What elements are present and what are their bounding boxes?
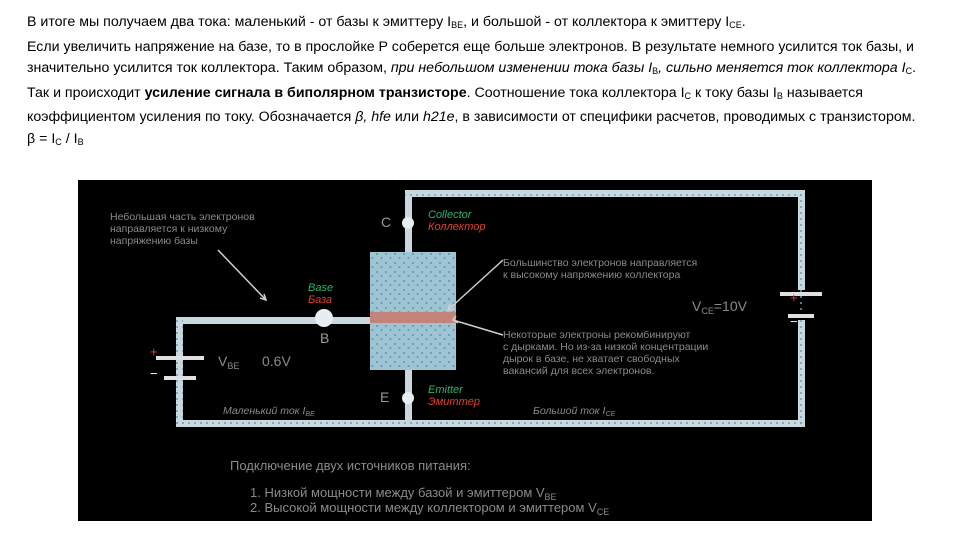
paragraph-1: [27, 12, 937, 37]
p2-sub-c2: C: [684, 90, 692, 101]
note-left-line-1: Небольшая часть электронов: [110, 211, 255, 223]
p1-part-a: В итоге мы получаем два тока: маленький - от базы к эмиттеру I: [27, 14, 452, 30]
caption-line-1: 1. Низкой мощности между базой и эмиттером $V_{BE}$: [250, 485, 557, 502]
vbe-value: 0.6V: [262, 353, 291, 369]
note-right-mid-line-2: с дырками. Но из-за низкой концентрации: [503, 341, 709, 353]
base-letter: B: [320, 330, 330, 346]
note-right-top-line-2: к высокому напряжению коллектора: [503, 269, 681, 281]
article-text: [27, 12, 937, 153]
note-right-top-line-1: Большинство электронов направляется: [503, 257, 698, 269]
p2-sub-c: C: [905, 66, 913, 76]
collector-label-ru: Коллектор: [428, 221, 486, 233]
base-terminal: [315, 309, 333, 327]
p2-italic-4: h21e: [422, 109, 455, 125]
emitter-label-en: Emitter: [428, 384, 463, 396]
formula-part-a: β = I: [27, 130, 56, 147]
emitter-letter: E: [380, 389, 390, 405]
p1-part-c: .: [741, 14, 746, 30]
p2-part-b: . Так и происходит: [27, 60, 917, 101]
vce-plus: +: [790, 290, 798, 305]
collector-label-en: Collector: [428, 209, 472, 221]
collector-letter: C: [381, 214, 392, 230]
p2-italic-3: β, hfe: [355, 109, 391, 125]
big-current-label: Большой ток ICE: [533, 405, 616, 418]
collector-terminal: [402, 217, 414, 229]
emitter-terminal: [402, 392, 414, 404]
vce-minus: −: [790, 314, 798, 329]
p2-italic-2: , сильно меняется ток коллектора I: [658, 60, 906, 76]
vce-label: $V_{CE}=10V$: [692, 298, 747, 316]
p2-part-g: , в зависимости от специфики расчетов, проводимых с транзистором.: [454, 109, 916, 125]
diagram-canvas: [78, 180, 872, 521]
emitter-label-ru: Эмиттер: [428, 396, 480, 408]
formula-sub-c: C: [55, 136, 62, 147]
vbe-label: $V_{BE}$: [218, 353, 240, 371]
p2-part-f: или: [390, 109, 423, 125]
p2-part-d: к току базы I: [691, 84, 777, 101]
note-left-line-2: направляется к низкому: [110, 223, 228, 235]
formula: [27, 129, 937, 154]
formula-part-b: / I: [61, 130, 78, 147]
p2-part-c: . Соотношение тока коллектора I: [466, 84, 685, 101]
formula-sub-b: B: [77, 136, 84, 147]
note-right-mid-line-1: Некоторые электроны рекомбинируют: [503, 329, 691, 341]
p2-bold: усиление сигнала в биполярном транзисторе: [144, 84, 467, 101]
caption-title: Подключение двух источников питания:: [230, 458, 471, 473]
p1-sub-ce: CE: [729, 20, 742, 30]
p2-italic-1: при небольшом изменении тока базы I: [390, 60, 653, 76]
small-current-label: Маленький ток IBE: [223, 405, 315, 418]
paragraph-2: [27, 37, 937, 129]
p1-sub-be: BE: [451, 20, 464, 30]
p2-part-e: называется коэффициентом усиления по току. Обозначается: [27, 84, 863, 125]
p2-sub-b2: B: [776, 90, 783, 101]
base-label-ru: База: [308, 294, 333, 306]
vbe-minus: −: [150, 366, 158, 381]
transistor-diagram: [78, 180, 872, 521]
note-right-mid-line-3: дырок в базе, не хватает свободных: [503, 353, 680, 365]
p2-part-a: Если увеличить напряжение на базе, то в прослойке P соберется еще больше электронов. В результате немного усилится ток базы, и значительно усилится ток коллектора. Таким образом,: [27, 38, 914, 76]
note-right-mid-line-4: вакансий для всех электронов.: [503, 365, 655, 377]
p1-part-b: , и большой - от коллектора к эмиттеру I: [463, 14, 730, 30]
base-layer: [370, 312, 456, 323]
vbe-plus: +: [150, 344, 158, 359]
base-label-en: Base: [308, 282, 334, 294]
caption-line-2: 2. Высокой мощности между коллектором и эмиттером $V_{CE}$: [250, 500, 610, 517]
note-left-line-3: напряжению базы: [110, 235, 198, 247]
p2-sub-b: B: [652, 66, 659, 76]
